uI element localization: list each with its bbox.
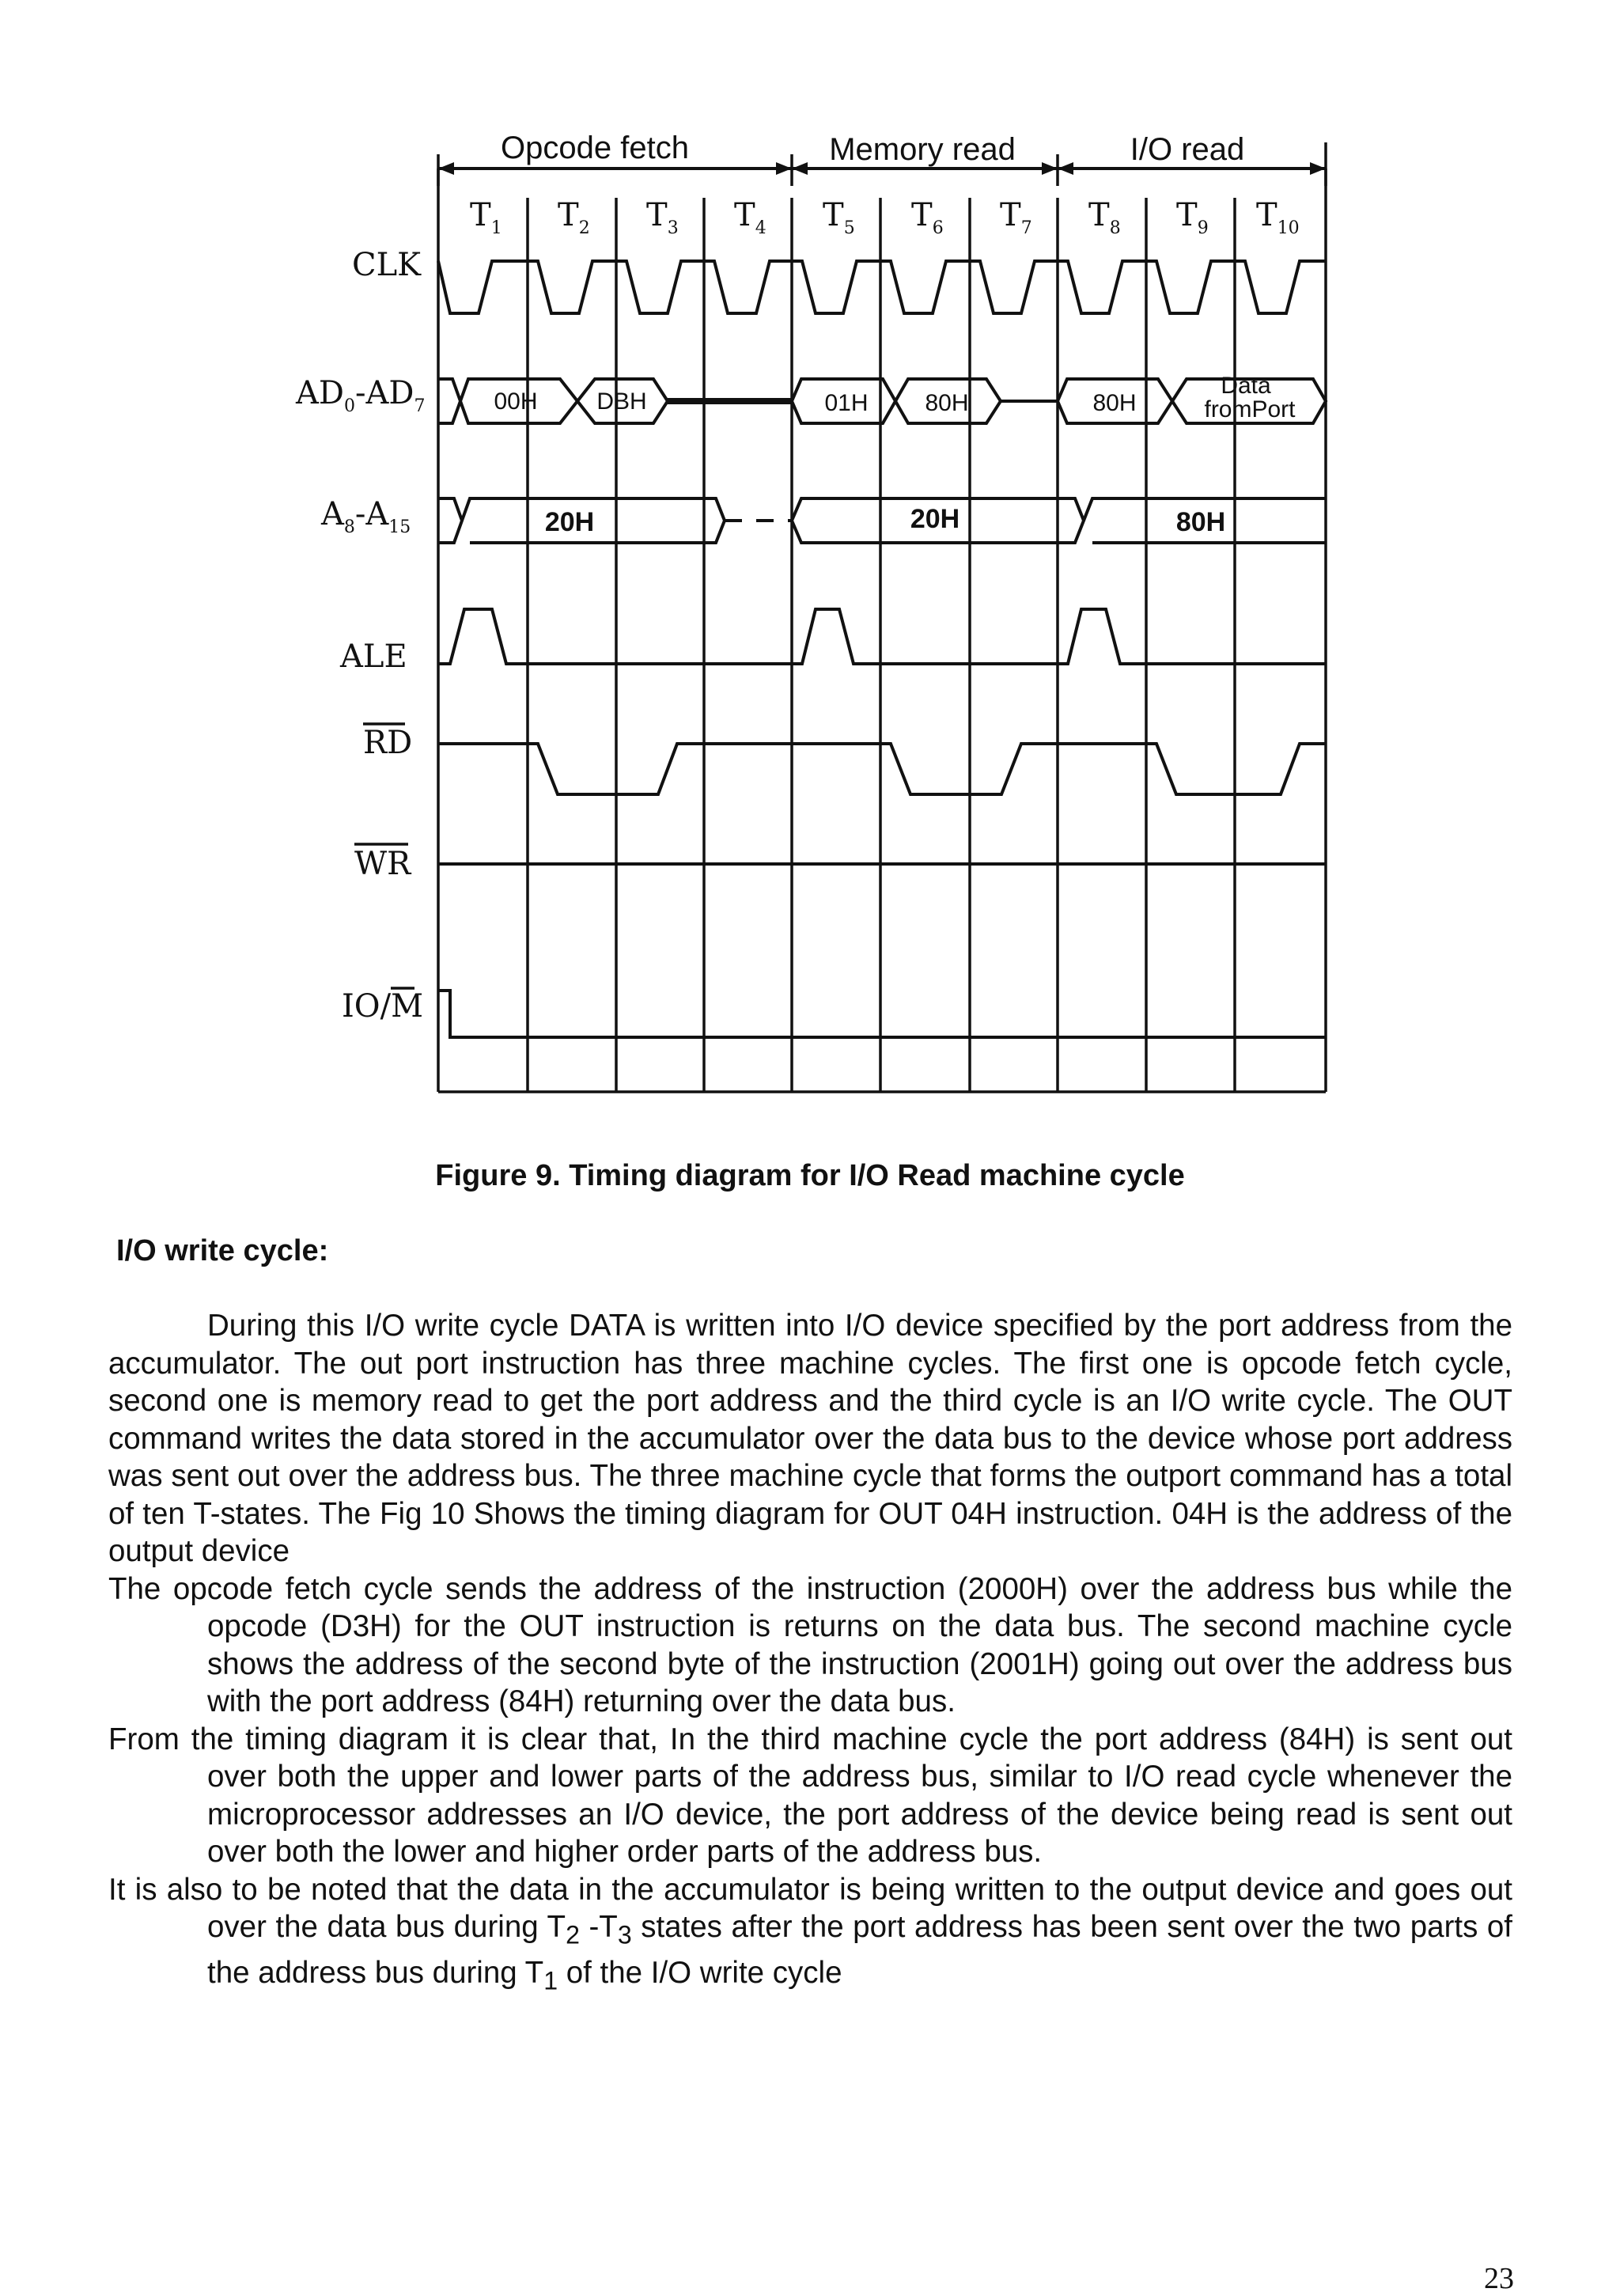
t-state-grid (438, 169, 1326, 1092)
ad-data-label: Data (1221, 373, 1271, 399)
figure-caption: Figure 9. Timing diagram for I/O Read machine cycle (435, 1159, 1185, 1192)
signal-clk-label: CLK (352, 247, 422, 283)
ad-data-label: fromPort (1204, 396, 1296, 422)
signal-a-label: $A_8-A_{15}$ (321, 496, 411, 537)
a-value: 20H (910, 504, 960, 534)
paragraph: It is also to be noted that the data in the accumulator is being written to the output device and goes out over the data bus during $T_2$ $-T_3$ states after the port address has been sent over the two parts of the address bus during $T_1$ of the I/O write cycle (108, 1872, 1512, 1995)
ad-value: 01H (824, 390, 869, 416)
t-state-label: $T_2$ (558, 197, 590, 238)
a-value: 80H (1175, 507, 1226, 537)
ale-waveform (438, 609, 1326, 664)
a-value: 20H (544, 507, 595, 537)
paragraph: From the timing diagram it is clear that, In the third machine cycle the port address (84H) is sent out over both the upper and lower parts of the address bus, similar to I/O read cycle whenever the microprocessor addresses an I/O device, the port address of the device being read is sent out over both the lower and higher order parts of the address bus. (108, 1722, 1512, 1869)
signal-wr-label: WR (354, 846, 411, 882)
phase-opcode-fetch: Opcode fetch (501, 131, 689, 165)
t-state-label: $T_3$ (646, 197, 679, 238)
t-state-label: $T_{10}$ (1256, 197, 1300, 238)
t-state-label: $T_1$ (470, 197, 502, 238)
t-state-label: $T_8$ (1088, 197, 1121, 238)
signal-iom-label: IO/M (342, 988, 424, 1025)
ad-bus (438, 379, 1326, 423)
ad-value: DBH (596, 388, 647, 415)
ad-value: 80H (1092, 390, 1137, 416)
signal-rd-label: RD (363, 725, 413, 761)
t-state-label: $T_5$ (823, 197, 855, 238)
body-text (108, 1307, 1512, 2000)
phase-memory-read: Memory read (829, 132, 1016, 167)
paragraph: The opcode fetch cycle sends the address of the instruction (2000H) over the address bus while the opcode (D3H) for the OUT instruction is returns on the data bus. The second machine cycle shows the address of the second byte of the instruction (2001H) going out over the address bus with the port address (84H) returning over the data bus. (108, 1571, 1512, 1718)
paragraph: During this I/O write cycle DATA is written into I/O device specified by the port address from the accumulator. The out port instruction has three machine cycles. The first one is opcode fetch cycle, second one is memory read to get the port address and the third cycle is an I/O write cycle. The OUT command writes the data stored in the accumulator over the data bus to the device whose port address was sent out over the address bus. The three machine cycle that forms the outport command has a total of ten T-states. The Fig 10 Shows the timing diagram for OUT 04H instruction. 04H is the address of the output device (108, 1309, 1512, 1568)
t-state-labels (470, 197, 1300, 238)
timing-diagram (285, 123, 1345, 1108)
page-number: 23 (1484, 2262, 1514, 2295)
phase-io-read: I/O read (1130, 132, 1245, 167)
rd-waveform (438, 744, 1326, 794)
iom-waveform (438, 991, 1326, 1037)
t-state-label: $T_7$ (1000, 197, 1032, 238)
signal-ale-label: ALE (340, 638, 407, 675)
timing-diagram-svg (285, 123, 1345, 1108)
t-state-label: $T_9$ (1176, 197, 1209, 238)
signal-ad-label: $AD_0-AD_7$ (296, 375, 426, 416)
ad-value: 00H (494, 388, 538, 415)
section-heading: I/O write cycle: (116, 1234, 329, 1267)
clk-waveform (438, 261, 1326, 313)
t-state-label: $T_6$ (911, 197, 944, 238)
t-state-label: $T_4$ (734, 197, 766, 238)
ad-value: 80H (925, 390, 969, 416)
